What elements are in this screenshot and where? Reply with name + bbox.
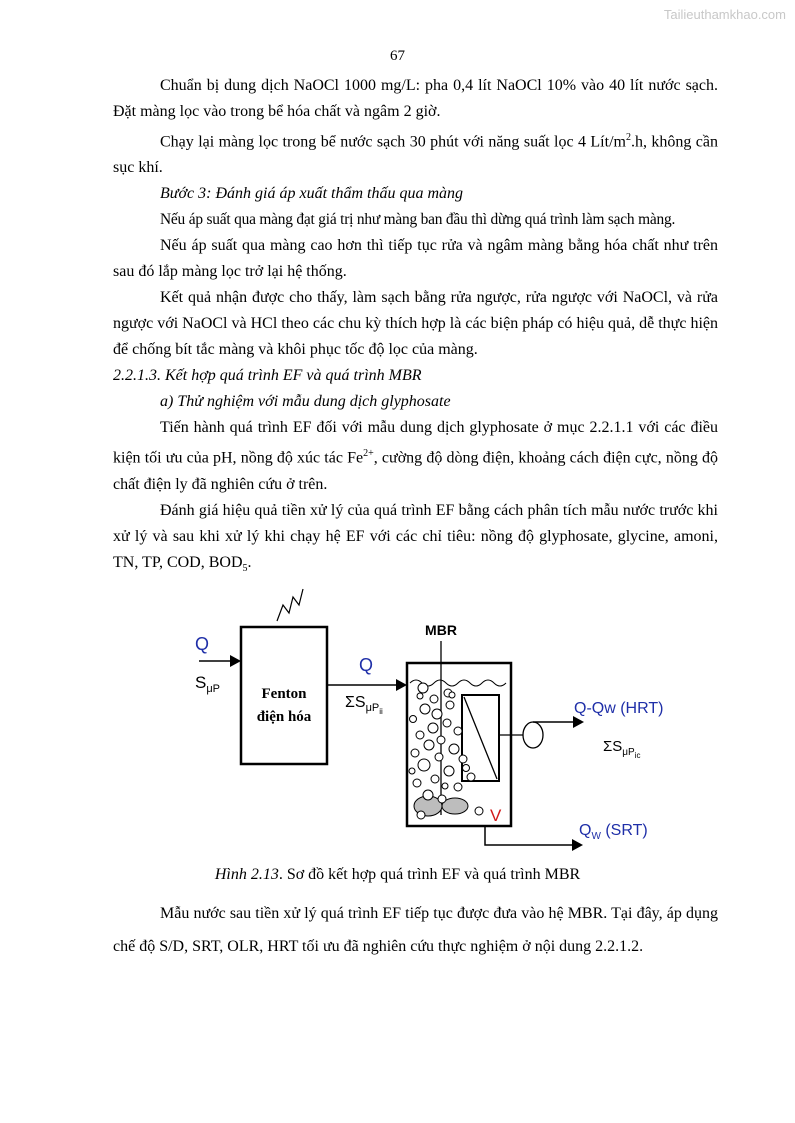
paragraph-mbr-application: Mẫu nước sau tiền xử lý quá trình EF tiếp tục được đưa vào hệ MBR. Tại đây, áp dụng chế độ S/D, SRT, OLR, HRT tối ưu đã nghiên cứu thực nghiệm ở nội dung 2.2.1.2. [113, 905, 718, 955]
mbr-label: MBR [425, 622, 457, 638]
fenton-label-1: Fenton [261, 686, 307, 702]
input-s-label: $S_{\mu P}$ [195, 673, 221, 695]
input-arrowhead [230, 655, 241, 667]
mid-q-label: Q [359, 655, 374, 675]
paragraph-ef-b: , cường độ dòng điện, khoảng cách điện cực, nồng độ chất điện ly đã nghiên cứu ở trên. [113, 449, 719, 493]
body-text [113, 73, 718, 582]
paragraph-rerun-a: Chạy lại màng lọc trong bể nước sạch 30 phút với năng suất lọc 4 Lít/m [160, 133, 626, 151]
paragraph-pressure-ok: Nếu áp suất qua màng đạt giá trị như màng ban đầu thì dừng quá trình làm sạch màng. [160, 211, 676, 229]
volume-label: V [490, 806, 502, 825]
superscript-2plus: 2+ [363, 448, 374, 460]
step-3-heading: Bước 3: Đánh giá áp xuất thẩm thấu qua màng [160, 185, 464, 203]
figure-caption [0, 866, 795, 884]
subscript-5: 5 [242, 562, 248, 574]
paragraph-ef-a: Tiến hành quá trình EF đối với mẫu dung dịch glyphosate ở mục 2.2.1.1 với các điều kiện tối ưu của pH, nồng độ xúc tác Fe [113, 419, 718, 467]
subsection-heading: a) Thử nghiệm với mẫu dung dịch glyphosate [160, 393, 451, 411]
paragraph-rerun-b: .h, không cần sục khí. [113, 133, 719, 177]
paragraph-eval-b: . [247, 553, 252, 571]
waste-pipe [485, 826, 573, 845]
paragraph-naocl-prep: Chuẩn bị dung dịch NaOCl 1000 mg/L: pha 0,4 lít NaOCl 10% vào 40 lít nước sạch. Đặt màng lọc vào trong bể hóa chất và ngâm 2 giờ. [113, 77, 718, 120]
diagram-svg [185, 583, 685, 861]
section-heading: 2.2.1.3. Kết hợp quá trình EF và quá trình MBR [113, 367, 422, 385]
paragraph-ef-process [113, 415, 718, 497]
paragraph-results: Kết quả nhận được cho thấy, làm sạch bằng rửa ngược, rửa ngược với NaOCl, và rửa ngược với NaOCl và HCl theo các chu kỳ thích hợp là các biện pháp có hiệu quả, dễ thực hiện để chống bít tắc màng và khôi phục tốc độ lọc của màng. [113, 289, 718, 359]
output-sigma-label: $\Sigma S_{\mu Pic}$ [603, 738, 641, 760]
lightning-icon [277, 589, 303, 621]
paragraph-ef-evaluation [113, 498, 718, 582]
page-number: 67 [390, 48, 405, 64]
paragraph-rerun [113, 125, 718, 181]
figure-ef-mbr-diagram [185, 583, 685, 861]
pump-icon [523, 722, 543, 748]
mid-sigma-label: $\Sigma S_{\mu P}ii$ [345, 694, 383, 716]
caption-label: Hình 2.13 [214, 866, 279, 883]
caption-text: . Sơ đồ kết hợp quá trình EF và quá trình MBR [278, 866, 581, 883]
superscript-2: 2 [625, 132, 631, 143]
mid-arrowhead [396, 679, 407, 691]
paragraph-pressure-high: Nếu áp suất qua màng cao hơn thì tiếp tục rửa và ngâm màng bằng hóa chất như trên sau đó lắp màng lọc trở lại hệ thống. [113, 237, 718, 281]
fenton-label-2: điện hóa [256, 709, 312, 725]
output-arrowhead [573, 716, 584, 728]
body-text-after [113, 897, 718, 963]
output-label: Q-Qw (HRT) [574, 700, 664, 717]
waste-arrowhead [572, 839, 583, 851]
waste-label: $Q_W$ (SRT) [579, 822, 648, 842]
paragraph-eval-a: Đánh giá hiệu quả tiền xử lý của quá trình EF bằng cách phân tích mẫu nước trước khi xử lý và sau khi xử lý khi chạy hệ EF với các chỉ tiêu: nồng độ glyphosate, glycine, amoni, TN, TP, COD, BOD [113, 501, 718, 571]
watermark: Tailieuthamkhao.com [663, 7, 786, 22]
input-q-label: Q [195, 634, 210, 654]
